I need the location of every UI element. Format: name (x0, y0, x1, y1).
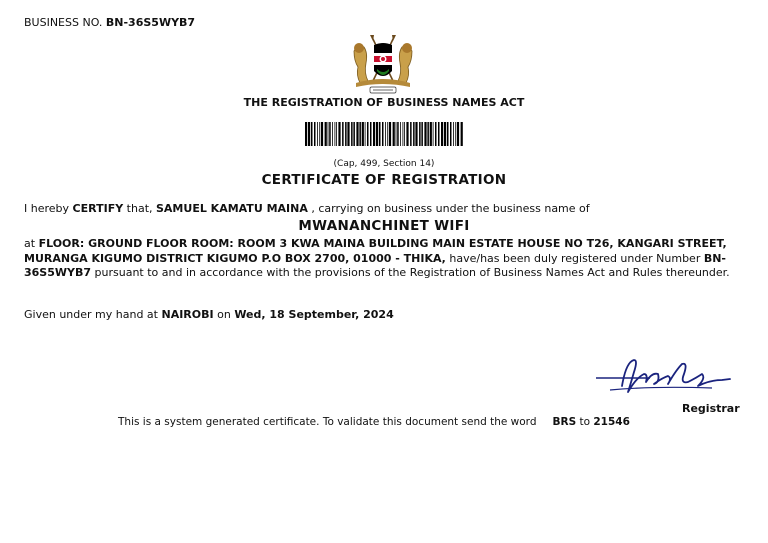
business-number-value: BN-36S5WYB7 (105, 16, 196, 29)
business-number-label: BUSINESS NO. (24, 16, 103, 29)
registrar-signature-icon (592, 356, 734, 404)
given-date: Wed, 18 September, 2024 (234, 308, 394, 321)
validation-footer (118, 416, 630, 428)
validation-to: to (576, 416, 594, 428)
owner-name: SAMUEL KAMATU MAINA (156, 202, 308, 215)
registrar-label: Registrar (682, 402, 740, 415)
given-prefix: Given under my hand at (24, 308, 162, 321)
business-number (24, 16, 195, 29)
barcode-icon (305, 122, 465, 146)
certify-prefix: I hereby (24, 202, 73, 215)
certify-that: that, (123, 202, 156, 215)
certificate-title: CERTIFICATE OF REGISTRATION (261, 172, 507, 188)
business-address: FLOOR: GROUND FLOOR ROOM: ROOM 3 KWA MAINA BUILDING MAIN ESTATE HOUSE NO T26, KANGARI STREET, MURANGA KIGUMO DISTRICT KIGUMO P.O BOX 2700, 01000 - THIKA, (24, 237, 727, 265)
validation-shortcode: 21546 (593, 416, 630, 428)
given-place: NAIROBI (161, 308, 214, 321)
validation-text: This is a system generated certificate. To validate this document send the word (118, 416, 537, 428)
act-title: THE REGISTRATION OF BUSINESS NAMES ACT (243, 96, 525, 109)
cap-section: (Cap, 499, Section 14) (333, 159, 435, 169)
validation-word: BRS (552, 416, 577, 428)
address-at: at (24, 237, 39, 250)
certify-suffix: , carrying on business under the business name of (307, 202, 590, 215)
given-on: on (213, 308, 235, 321)
given-line (24, 308, 394, 321)
provisions-text: pursuant to and in accordance with the provisions of the Registration of Business Names Act and Rules thereunder. (91, 266, 730, 279)
business-name: MWANANCHINET WIFI (298, 218, 470, 234)
address-paragraph (24, 237, 744, 281)
registered-text: have/has been duly registered under Number (445, 251, 704, 265)
registration-number: BN-36S5WYB7 (24, 251, 726, 279)
coat-of-arms-icon (350, 33, 416, 95)
certify-word: CERTIFY (72, 202, 124, 215)
certify-line (24, 202, 590, 215)
